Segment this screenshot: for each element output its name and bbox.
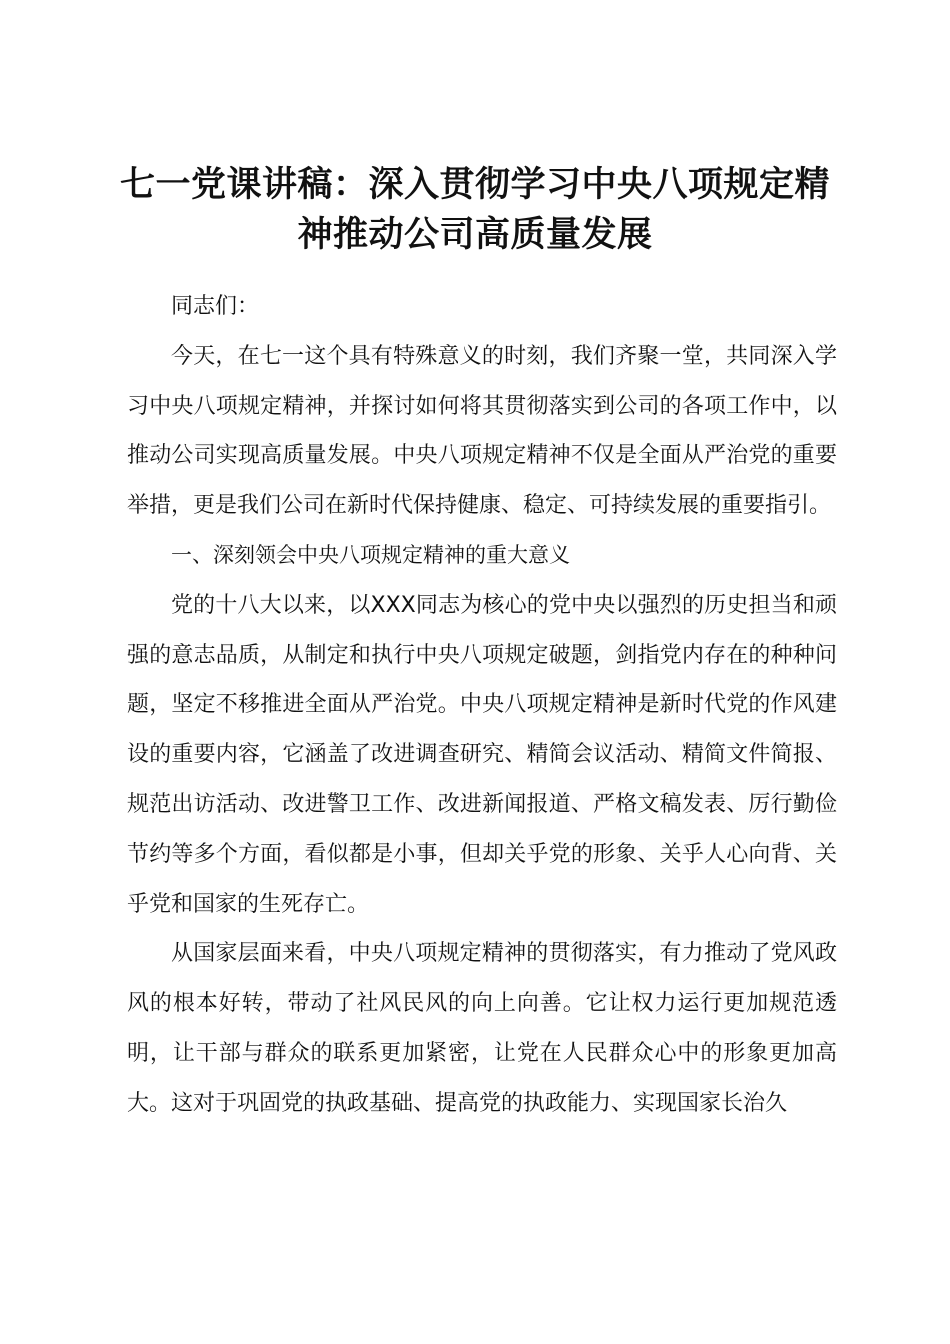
section1-paragraph-1: 党的十八大以来，以XXX同志为核心的党中央以强烈的历史担当和顽强的意志品质，从制定和执行中央八项规定破题，剑指党内存在的种种问题，坚定不移推进全面从严治党。中央八项规定精神是新时代党的作风建设的重要内容，它涵盖了改进调查研究、精简会议活动、精简文件简报、规范出访活动、改进警卫工作、改进新闻报道、严格文稿发表、厉行勤俭节约等多个方面，看似都是小事，但却关乎党的形象、关乎人心向背、关乎党和国家的生死存亡。	[127, 592, 837, 917]
section1-paragraph-2: 从国家层面来看，中央八项规定精神的贯彻落实，有力推动了党风政风的根本好转，带动了社风民风的向上向善。它让权力运行更加规范透明，让干部与群众的联系更加紧密，让党在人民群众心中的形象更加高大。这对于巩固党的执政基础、提高党的执政能力、实现国家长治久	[127, 941, 837, 1116]
section-heading-1: 一、深刻领会中央八项规定精神的重大意义	[171, 542, 570, 567]
title-line-1: 七一党课讲稿：深入贯彻学习中央八项规定精	[119, 165, 830, 205]
document-title	[100, 160, 850, 260]
title-line-2: 神推动公司高质量发展	[297, 215, 653, 255]
document-body	[127, 282, 837, 1129]
intro-paragraph: 今天，在七一这个具有特殊意义的时刻，我们齐聚一堂，共同深入学习中央八项规定精神，并探讨如何将其贯彻落实到公司的各项工作中，以推动公司实现高质量发展。中央八项规定精神不仅是全面从严治党的重要举措，更是我们公司在新时代保持健康、稳定、可持续发展的重要指引。	[127, 343, 837, 519]
salutation: 同志们：	[171, 294, 260, 319]
